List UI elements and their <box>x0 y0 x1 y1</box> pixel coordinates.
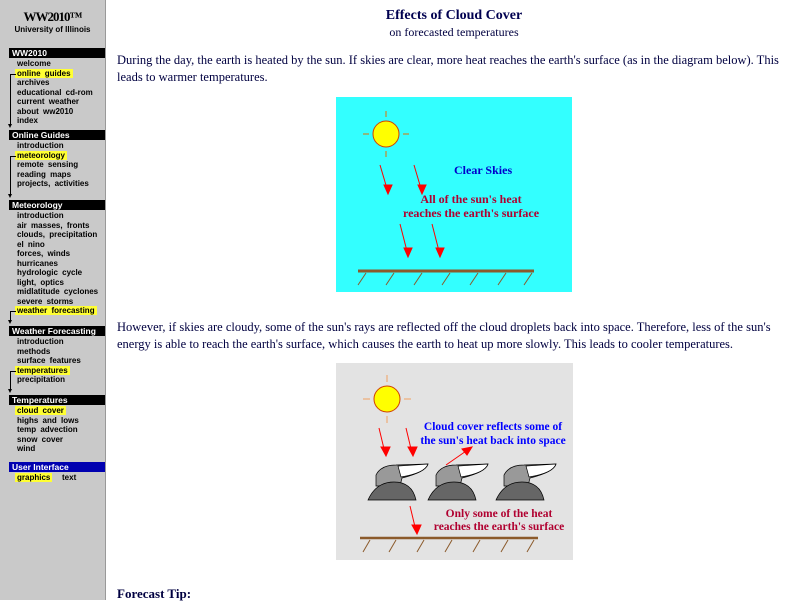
sidebar-link-label: snow cover <box>17 434 64 444</box>
clear-skies-label: Clear Skies <box>454 163 513 177</box>
sidebar-link[interactable] <box>17 268 82 278</box>
sidebar-link[interactable] <box>17 230 97 240</box>
institution-label: University of Illinois <box>14 25 91 34</box>
sidebar-link[interactable] <box>17 473 52 483</box>
arrow-down-icon <box>8 320 12 324</box>
sidebar-link[interactable] <box>17 59 51 69</box>
sidebar-link[interactable] <box>17 416 79 426</box>
arrow-down-icon <box>8 124 12 128</box>
sidebar-link-label: severe storms <box>17 296 74 306</box>
sidebar-link-label: light, optics <box>17 277 64 287</box>
sidebar-link[interactable] <box>17 141 64 151</box>
sidebar-link[interactable] <box>17 88 93 98</box>
sidebar-link[interactable] <box>17 78 49 88</box>
sidebar-link[interactable] <box>17 97 79 107</box>
sidebar-link-label: meteorology <box>17 150 66 160</box>
sidebar-link[interactable] <box>17 435 63 445</box>
sidebar-link-label: forces, winds <box>17 249 71 258</box>
sidebar-link-label: midlatitude cyclones <box>17 287 99 296</box>
sidebar-link-label: clouds, precipitation <box>17 230 98 239</box>
cloud-cover-diagram <box>336 363 573 560</box>
sidebar-link-label: cloud cover <box>17 406 64 415</box>
sidebar-link-label: weather forecasting <box>17 306 95 315</box>
sidebar-link-label: archives <box>17 78 50 87</box>
sidebar-link[interactable] <box>17 444 35 454</box>
nav-bracket <box>10 371 16 391</box>
page-title: Effects of Cloud Cover <box>385 8 523 23</box>
sidebar-section-header: Temperatures <box>9 395 105 405</box>
sidebar-link[interactable] <box>17 347 50 357</box>
sidebar-link[interactable] <box>17 406 66 416</box>
sidebar-link[interactable] <box>17 297 73 307</box>
sidebar-link-label: temperatures <box>17 365 68 375</box>
sidebar-link[interactable] <box>17 259 58 269</box>
paragraph-clear-skies: During the day, the earth is heated by the sun. If skies are clear, more heat reaches the earth's surface (as in the diagram below). This leads to warmer temperatures. <box>117 53 779 84</box>
diagram1-caption-line1: All of the sun's heat <box>420 192 522 206</box>
sidebar-link-label: online guides <box>17 68 71 78</box>
sidebar-link[interactable] <box>17 425 78 435</box>
nav-bracket <box>10 74 16 126</box>
sidebar-link-label: el nino <box>17 239 45 249</box>
sidebar-link[interactable] <box>17 151 67 161</box>
sidebar-link[interactable] <box>17 306 97 316</box>
arrow-down-icon <box>8 194 12 198</box>
sidebar-section-header: Online Guides <box>9 130 105 140</box>
sidebar-section-header: WW2010 <box>9 48 105 58</box>
sidebar-link[interactable] <box>17 375 65 385</box>
sidebar-link-label: text <box>62 473 77 482</box>
sidebar-link[interactable] <box>17 116 38 126</box>
sidebar-link[interactable] <box>17 69 73 79</box>
sidebar-link-label: methods <box>17 346 51 356</box>
diagram2-caption-line2: the sun's heat back into space <box>420 435 566 447</box>
sidebar-link-label: about ww2010 <box>17 106 74 116</box>
sidebar-link[interactable] <box>17 366 70 376</box>
sidebar-link-label: precipitation <box>17 375 66 384</box>
sidebar-section-header: Weather Forecasting <box>9 326 105 336</box>
sidebar-link-label: highs and lows <box>17 415 79 425</box>
sidebar-link-label: hydrologic cycle <box>17 268 83 277</box>
arrow-down-icon <box>8 389 12 393</box>
sidebar-link-label: current weather <box>17 97 80 106</box>
sidebar-link-label: educational cd-rom <box>17 87 93 97</box>
page-subtitle: on forecasted temperatures <box>389 25 519 39</box>
sidebar-link[interactable] <box>17 240 45 250</box>
paragraph-cloudy-skies: However, if skies are cloudy, some of the sun's rays are reflected off the cloud droplets back into space. Therefore, less of the sun's energy is able to reach the earth's surface, which causes the earth to heat up more slowly. This leads to cooler temperatures. <box>117 320 771 351</box>
sidebar-link-label: introduction <box>17 141 64 150</box>
sidebar-link-label: projects, activities <box>17 179 89 188</box>
ww2010-logo[interactable]: WW2010™ <box>23 9 82 24</box>
diagram1-caption-line2: reaches the earth's surface <box>402 206 540 220</box>
diagram2-caption-line3: Only some of the heat <box>445 508 553 520</box>
sidebar-link-label: introduction <box>17 337 64 346</box>
sidebar-link-label: temp advection <box>17 425 78 434</box>
sidebar-link-label: introduction <box>17 211 64 220</box>
sidebar-link[interactable] <box>17 337 64 347</box>
sidebar-link-label: wind <box>17 444 36 453</box>
sidebar-link[interactable] <box>17 211 64 221</box>
sidebar-link[interactable] <box>17 179 89 189</box>
diagram2-caption-line4: reaches the earth's surface <box>433 521 565 533</box>
sidebar-link[interactable] <box>17 278 64 288</box>
sidebar-link-label: air masses, fronts <box>17 220 90 230</box>
sidebar-link[interactable] <box>17 107 73 117</box>
sidebar-link-label: surface features <box>17 356 81 365</box>
sidebar-link[interactable] <box>17 287 98 297</box>
sidebar-section-header: Meteorology <box>9 200 105 210</box>
sidebar-link[interactable] <box>62 473 76 483</box>
sidebar-link-label: graphics <box>17 473 51 482</box>
sidebar-section-header: User Interface <box>9 462 105 472</box>
sidebar-link-label: index <box>17 116 38 125</box>
clear-skies-diagram <box>336 97 572 292</box>
sidebar-link[interactable] <box>17 221 89 231</box>
sidebar-link[interactable] <box>17 249 70 259</box>
nav-bracket <box>10 156 16 196</box>
forecast-tip-heading: Forecast Tip: <box>117 586 192 601</box>
sidebar-link-label: reading maps <box>17 169 72 179</box>
sidebar <box>0 0 106 600</box>
sidebar-link[interactable] <box>17 170 71 180</box>
sidebar-link[interactable] <box>17 356 81 366</box>
diagram2-caption-line1: Cloud cover reflects some of <box>423 421 563 433</box>
sidebar-link[interactable] <box>17 160 78 170</box>
sidebar-link-label: welcome <box>17 59 51 68</box>
sidebar-link-label: hurricanes <box>17 258 58 268</box>
sidebar-link-label: remote sensing <box>17 160 79 169</box>
